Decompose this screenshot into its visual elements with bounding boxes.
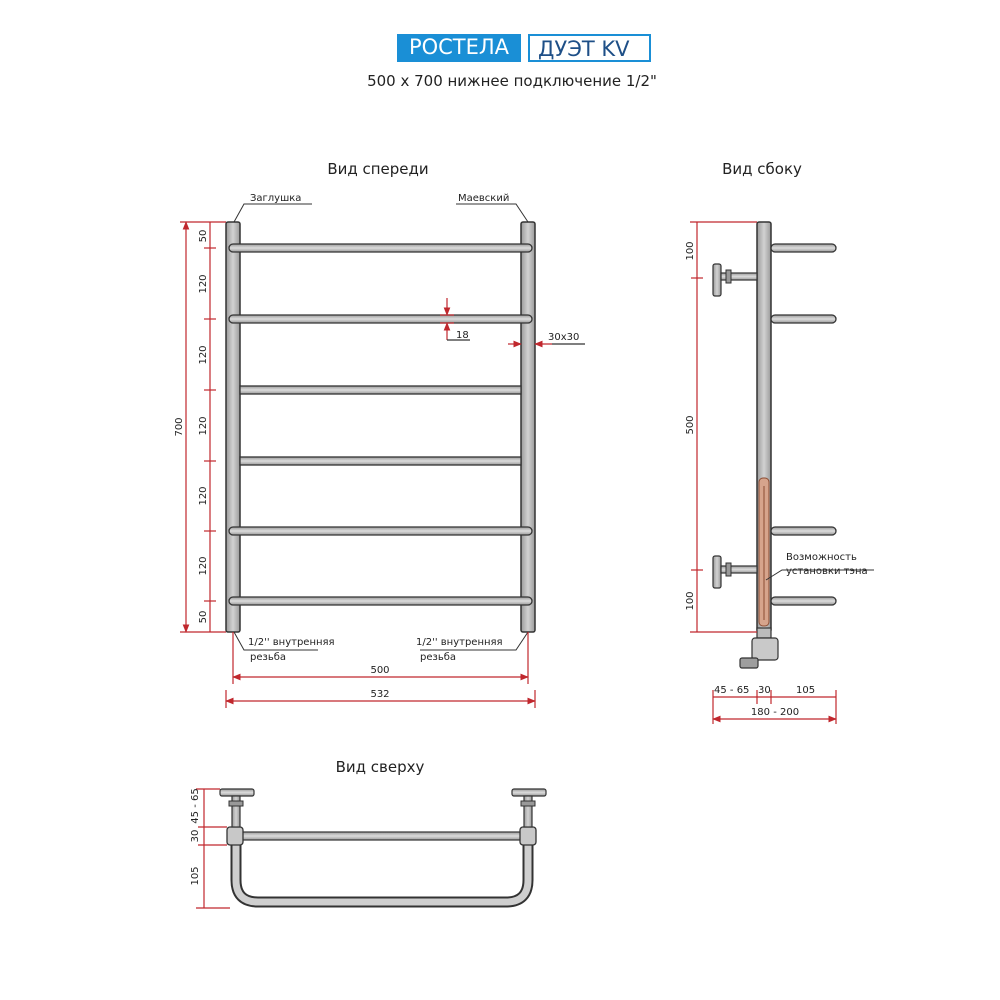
thread-right-line2: резьба — [420, 652, 457, 663]
thread-right-line1: 1/2'' внутренняя — [416, 637, 503, 648]
top-mount-plate-left — [220, 789, 254, 796]
top-upright-left — [227, 827, 243, 845]
dim-label-120-3: 120 — [198, 416, 209, 436]
right-upright — [521, 222, 535, 632]
dim-profile-label: 30х30 — [548, 332, 580, 343]
heater-head — [740, 628, 778, 668]
side-dim-wall-label: 45 - 65 — [714, 685, 750, 696]
top-upright-right — [520, 827, 536, 845]
dim-width-outer-label: 532 — [370, 689, 390, 700]
dim-label-total-height: 700 — [174, 417, 185, 437]
side-dim-middle-label: 500 — [685, 415, 696, 435]
side-bar-2 — [771, 315, 836, 323]
heater-cable-gland — [740, 658, 758, 668]
top-dim-depth-label: 105 — [190, 866, 201, 886]
bar-5 — [229, 527, 532, 535]
bar-3 — [240, 386, 521, 394]
dim-bar-gap-label: 18 — [456, 330, 469, 341]
dim-label-120-2: 120 — [198, 345, 209, 365]
dim-label-50-top: 50 — [198, 229, 209, 243]
bar-4 — [240, 457, 521, 465]
top-u-bar — [236, 840, 528, 902]
towel-bars — [229, 244, 532, 605]
side-dim-profile-label: 30 — [758, 685, 771, 696]
top-u-bar-outline — [236, 840, 528, 902]
bar-2 — [229, 315, 532, 323]
dim-label-50-bottom: 50 — [198, 610, 209, 624]
side-bar-3 — [771, 527, 836, 535]
side-view-title: Вид сбоку — [722, 160, 802, 178]
model-label: ДУЭТ KV — [528, 34, 651, 62]
top-straight-bar — [236, 832, 528, 840]
top-view-title: Вид сверху — [335, 758, 425, 776]
mount-nut-bottom — [726, 563, 731, 576]
plug-label: Заглушка — [250, 193, 302, 204]
side-wall-mount-top — [713, 264, 757, 296]
bar-1 — [229, 244, 532, 252]
top-vertical-dimensions — [196, 789, 230, 908]
side-bars — [771, 244, 836, 605]
heater-coupling — [757, 628, 771, 638]
side-dim-top-label: 100 — [685, 241, 696, 261]
top-view — [190, 758, 546, 908]
top-wall-mount-right — [512, 789, 546, 827]
thread-left-line1: 1/2'' внутренняя — [248, 637, 335, 648]
valve-label: Маевский — [458, 193, 510, 204]
heater-label-line2: установки тэна — [786, 566, 868, 577]
top-wall-mount-left — [220, 789, 254, 827]
mount-nut-top — [726, 270, 731, 283]
top-dim-wall-label: 45 - 65 — [190, 788, 201, 824]
thread-left-line2: резьба — [250, 652, 287, 663]
dim-label-120-4: 120 — [198, 486, 209, 506]
mount-plate-bottom — [713, 556, 721, 588]
product-subtitle: 500 х 700 нижнее подключение 1/2" — [367, 72, 657, 90]
side-dim-bottom-label: 100 — [685, 591, 696, 611]
top-mount-plate-right — [512, 789, 546, 796]
heater-label-line1: Возможность — [786, 552, 857, 563]
dim-label-120-5: 120 — [198, 556, 209, 576]
side-wall-mount-bottom — [713, 556, 757, 588]
front-view — [174, 160, 585, 708]
valve-leader — [456, 204, 528, 222]
brand-label: РОСТЕЛА — [397, 34, 521, 62]
dim-label-120-1: 120 — [198, 274, 209, 294]
side-bar-1 — [771, 244, 836, 252]
bar-6 — [229, 597, 532, 605]
side-bar-4 — [771, 597, 836, 605]
mount-plate-top — [713, 264, 721, 296]
left-upright — [226, 222, 240, 632]
side-dim-depth-label: 105 — [796, 685, 816, 696]
side-dim-total-label: 180 - 200 — [750, 707, 800, 718]
dim-width-inner-label: 500 — [370, 665, 390, 676]
side-view — [685, 160, 874, 724]
top-mount-nut-left — [229, 801, 243, 806]
front-view-title: Вид спереди — [327, 160, 429, 178]
heater-housing — [752, 638, 778, 660]
plug-leader — [234, 204, 312, 222]
top-dim-profile-label: 30 — [190, 829, 201, 843]
top-mount-nut-right — [521, 801, 535, 806]
